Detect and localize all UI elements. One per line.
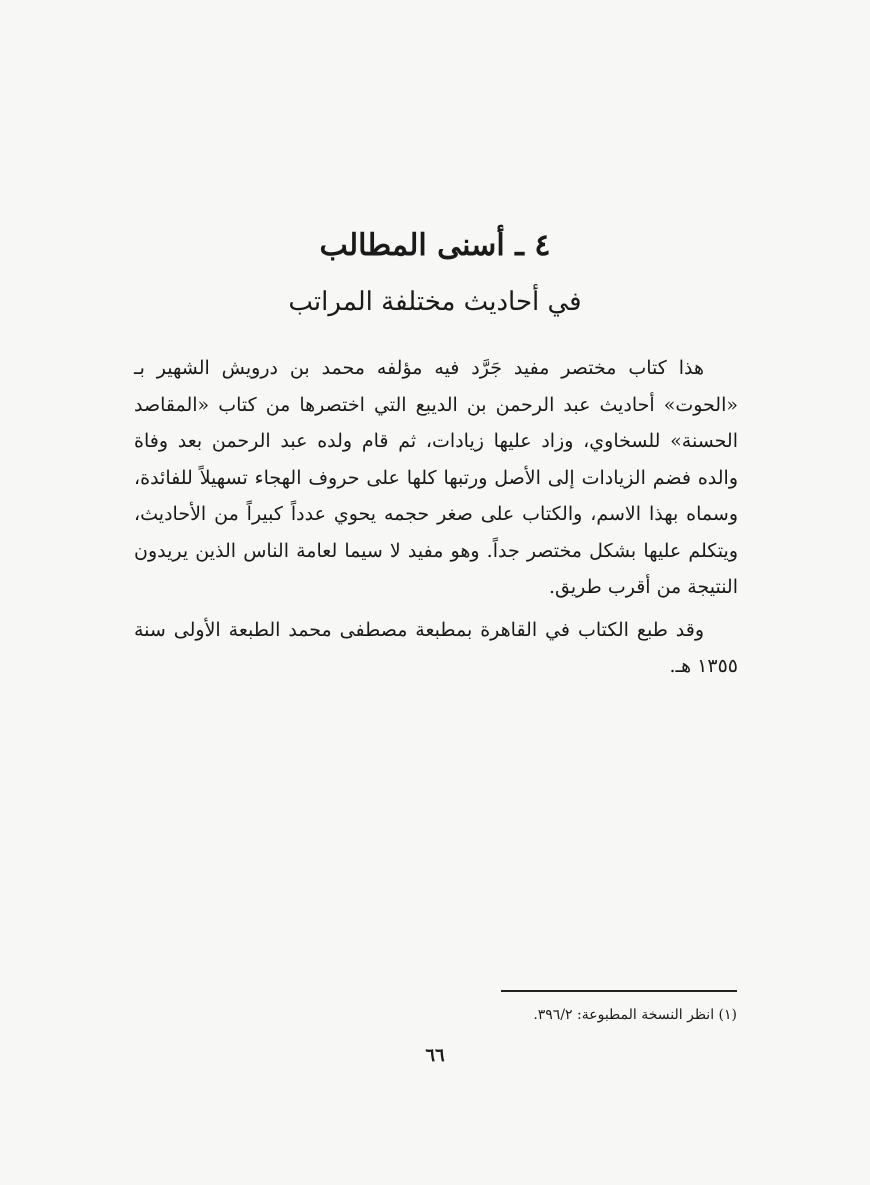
- body-text: [134, 350, 738, 691]
- footnote-divider: [501, 990, 737, 992]
- page-number: ٦٦: [425, 1045, 445, 1066]
- footnote: (١) انظر النسخة المطبوعة: ٣٩٦/٢.: [533, 1007, 737, 1023]
- paragraph: هذا كتاب مختصر مفيد جَرَّد فيه مؤلفه محمد بن درويش الشهير بـ «الحوت» أحاديث عبد الرحمن بن الديبع التي اختصرها من كتاب «المقاصد الحسنة» للسخاوي، وزاد عليها زيادات، ثم قام ولده عبد الرحمن بعد وفاة والده فضم الزيادات إلى الأصل ورتبها كلها على حروف الهجاء تسهيلاً للفائدة، وسماه بهذا الاسم، والكتاب على صغر حجمه يحوي عدداً كبيراً من الأحاديث، ويتكلم عليها بشكل مختصر جداً. وهو مفيد لا سيما لعامة الناس الذين يريدون النتيجة من أقرب طريق.: [134, 357, 738, 598]
- chapter-subtitle: في أحاديث مختلفة المراتب: [288, 287, 582, 317]
- chapter-title: ٤ ـ أسنى المطالب: [319, 228, 551, 263]
- paragraph: وقد طبع الكتاب في القاهرة بمطبعة مصطفى محمد الطبعة الأولى سنة ١٣٥٥ هـ.: [134, 618, 738, 677]
